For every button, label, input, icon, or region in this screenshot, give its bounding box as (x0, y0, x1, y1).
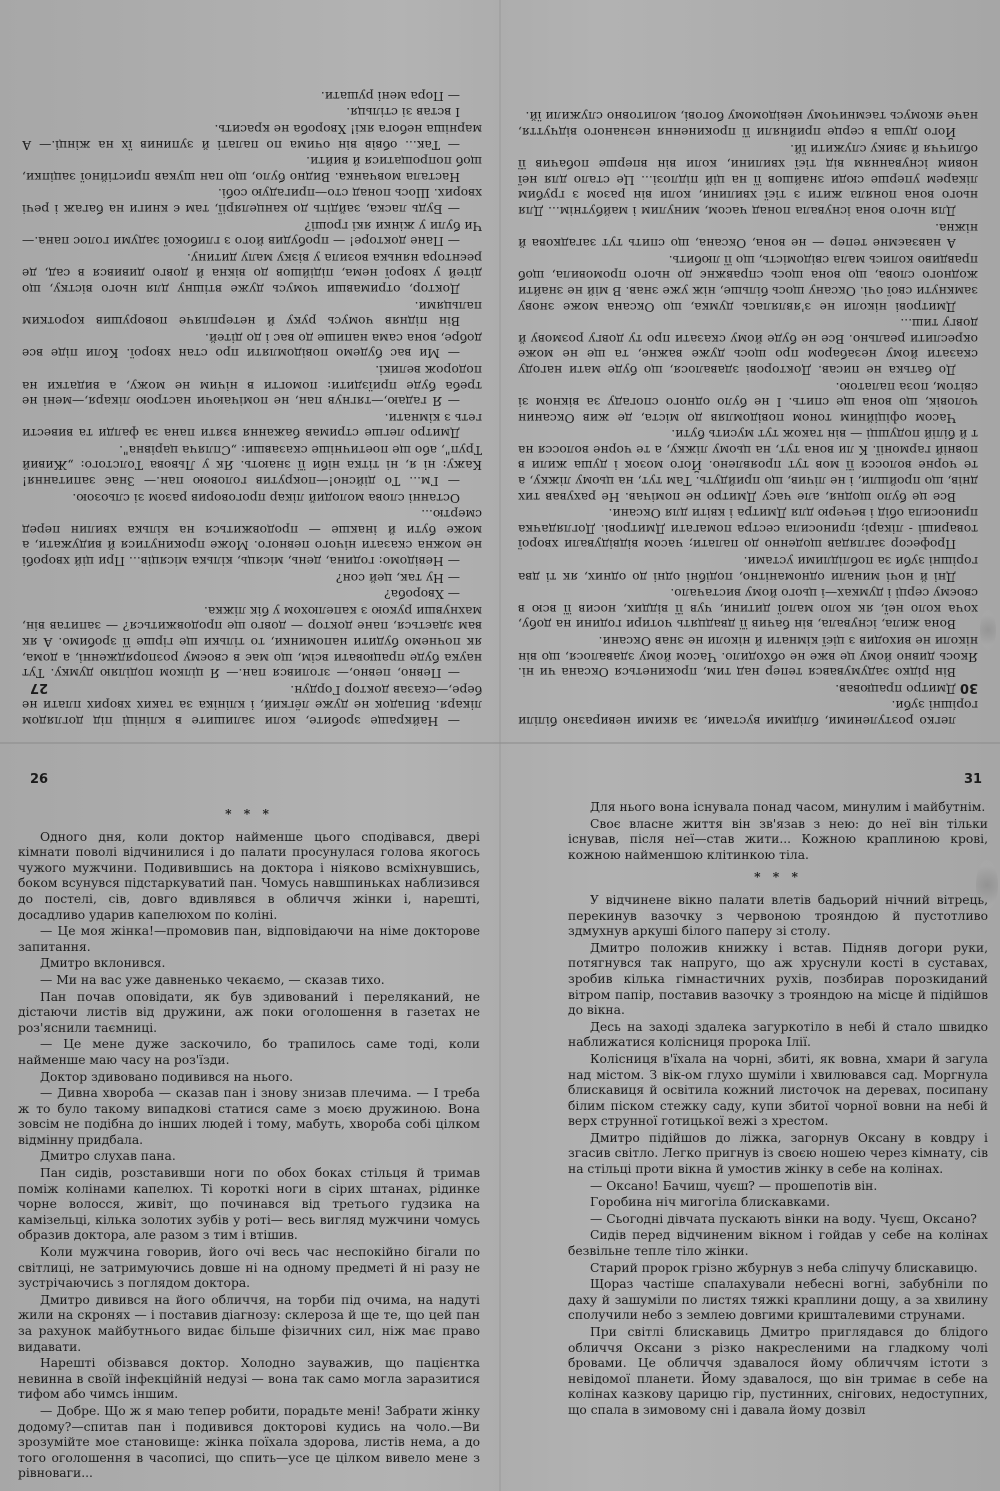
paragraph: Пан почав оповідати, як був здивований і переляканий, не дістаючи листів від дружини, аж поки оголошення в газетах не роз'яснили таємниці. (18, 989, 480, 1035)
paragraph: Горобина ніч мигогіла блискавками. (590, 1195, 830, 1210)
paragraph: Старий пророк грізно жбурнув з неба сліпучу блискавицю. (590, 1260, 978, 1275)
paragraph: Доктор, отримавши чомусь дуже втішну для нього вістку, що дітей у хворої нема, підійшов до вікна й довго дивився в сад, де реєнтора нянька возила у візку малу дитину. (22, 250, 482, 296)
paragraph: — Ми на вас уже давненько чекаємо, — сказав тихо. (40, 972, 385, 987)
paragraph: — Пане докторе! — пробудив його з глибокої задуми голос пана.— Чи були у жінки які гроші? (22, 218, 482, 249)
page-30-text (518, 8, 978, 728)
paragraph: Він підняв чомусь руку й нетерпляче поворушив коротким пальцями. (22, 298, 482, 329)
paragraph: Дмитро підійшов до ліжка, загорнув Оксану в ковдру і згасив світло. Легко пригнув із своєю ношею через кімнату, сів на стільці проти вікна й умостив жінку в себе на колінах. (568, 1130, 988, 1177)
paragraph: — Дивна хвороба — сказав пан і знову знизав плечима. — І треба ж то було такому випадкові статися саме з моєю дружиною. Вона зовсім не подібна до інших людей і тому, мабуть, хвороба собі цілком відмінну придбала. (18, 1086, 480, 1147)
paragraph: Пан сидів, розставивши ноги по обох боках стільця й тримав поміж колінами капелюх. Ті короткі ноги в сірих штанах, рідинке чорне волосся, живіт, що починався від третього гудзика на камізельці, кілька золотих зубів у роті— весь вигляд мужчини чомусь образив доктора, але разом з тим і втішив. (18, 1166, 480, 1243)
paragraph: Дмитро вклонився. (40, 956, 166, 971)
paragraph: — Це мене дуже заскочило, бо трапилось саме тоді, коли найменше маю часу на роз'їзди. (18, 1037, 480, 1067)
paragraph: І встав зі стільця. (346, 105, 460, 120)
paragraph: Дмитрові ніколи не з'являлась думка, що Оксана може знову замкнути свої очі. Оксану щось більше, ніж уже знав. В мій не знайти жодного слова, що вона щось справжнє до нього промовила, щоб правдиво колись мала свідомість, що її любить. (518, 252, 978, 314)
page-number-31: 31 (964, 772, 983, 787)
page-number-30: 30 (960, 680, 979, 695)
paragraph: Настала мовчанка. Видно було, що пан шукав пристійної заціпки, щоб попрощатися й вийти. (22, 154, 482, 184)
paragraph: У відчинене вікно палати влетів бадьорий нічний вітрець, перекинув вазочку з червоною трояндою й пустотливо здмухнув аркуші білого паперу зі столу. (568, 892, 988, 939)
paragraph: — Будь ласка, зайдіть до канцелярії, там є книги на багаж і речі хворих. Шось понад сто—пригадую собі. (22, 186, 482, 216)
paragraph: Його душа в серце прийняли її прокинення незнаного відчуття, наче якомусь таємничому невідомому богові, молитовно служили їй. (518, 109, 978, 140)
paragraph: — Добре. Що ж я маю тепер робити, порадьте мені! Забрати жінку додому?—спитав пан і подивився докторові кудись на чоло.—Ви зрозумійте мое становище: жінка поїхала здорова, листів нема, а до того оголошення в часописі, що спить—усе це цілком вивело мене з рівноваги... (18, 1403, 480, 1480)
paragraph: Для нього вона існувала понад часом, минулим і майбутнім. (590, 800, 986, 814)
paragraph: Дмитро дивився на його обличчя, на торби під очима, на надуті жили на скронях — і поставив діагнозу: склероза й ще те, що цей пан за рахунок майбутнього видає більше фізичних сил, ніж має право видавати. (18, 1292, 480, 1354)
page-27-text (22, 8, 482, 728)
paragraph: Вона жила, існувала, він бачив її двадцять чотири години на добу, хоча коло неї, як коло малої дитини, чув її віддих, носив її всю в своєму серці і думках—і цього йому вистачало. (518, 586, 978, 632)
paragraph: — Пора мені рушати. (320, 88, 460, 103)
paragraph: — Гм... То дійсно!—покрутив головою пан.— Знає запитання! Кажу: ні я, ні тітка ніби її знають. Як у Львова Толстого: „Живий Труп", або ще поетичніше сказавши: „Спляча царівна". (22, 442, 482, 489)
paragraph: При світлі блискавиць Дмитро приглядався до блідого обличчя Оксани з різко накресленими на гладкому чолі бровами. Це обличчя здавалося йому обличчям істоти з невідомої планети. Йому здавалося, що він тримає в себе на колінах казкову царицю гір, пустинних, снігових, недоступних, що спала в зимовому сні і давала йому дозвіл (568, 1325, 988, 1417)
horizontal-fold (0, 742, 1000, 744)
paragraph: Все це було щодня, але часу Дмитро не помічав. Не рахував тих днів, що пройшли, і не лічив, що прийдуть. Там тут, на цьому ліжку, а те чорне волосся її мов тут проявлено. Його мозок і душа жили в повній гармонії. К ли вона тут, на цьому ліжку, а те чорне волосся на т й білій подушці — він також тут мусить бути. (518, 427, 978, 504)
page-26-text (18, 800, 480, 1480)
paragraph: Доктор здивовано подивився на нього. (40, 1069, 294, 1084)
paragraph: Для нього вона існувала понад часом, минулим і майбутнім... Для нього вона поняла жити з тієї хвилини, коли він разом з грубим лікарем уперше сюди знайшов її на цій підлозі... Це стало для неї новим існуванням від тієї хвилини, коли він вперше побачив її обличчя й звику служити їй. (518, 141, 978, 218)
paragraph: Десь на заході здалека загуркотіло в небі й стало швидко наближатися колісниця пророка Ілії. (568, 1019, 988, 1050)
paper-stain (980, 610, 996, 650)
paragraph: Він рідко задумувався тепер над тим, прокинеться Оксана чи ні. Якось дивно йому це вже не обходило. Часом йому здавалося, що він ніколи не виходив з цієї кімнати й ніколи не знав Оксани. (518, 634, 978, 680)
paragraph: Професор заглядав щоденно до палати; часом відвідували хворої товариші - лікарі; приносила сестра помагати Дмитрові. Доглядачка приносила обід і вечерю для Дмитра і квіти для Оксани. (518, 506, 978, 552)
paragraph: Щораз частіше спалахували небесні вогні, забубніли по даху й зашуміли по листях тяжкі краплини дощу, а за хвилину сполучили небо з землею довгими кришталевими струнами. (568, 1277, 988, 1323)
paragraph: До батька не писав. Докторові здавалося, що буде мати нагоду сказати йому незабаром про щось дуже важне, та ще не може окреслити реально. Все не буде йому сказати про ту довгу розмову й довгу тиш... (518, 316, 978, 377)
paragraph: Дмитро слухав пана. (40, 1149, 176, 1164)
paragraph: Своє власне життя він зв'язав з нею: до неї він тільки існував, після неї—став жити... Кожною краплиною крові, кожною найменшою клітинкою тіла. (568, 816, 988, 862)
paragraph: Дмитро положив книжку і встав. Підняв догори руки, потягнувся так напруго, що аж хруснули кості в суставах, зробив кілька гімнастичних рухів, позбирав порозкиданий вітром папір, поставив вазочку з трояндою на місце й підійшов до вікна. (568, 940, 988, 1018)
paragraph: Останні слова молодий лікар проговорив разом зі сльозою. (72, 490, 460, 505)
section-separator: * * * (225, 806, 273, 821)
paragraph: Дмитро легше стримав бажання взяти пана за фалди та вивести геть з кімнати. (22, 410, 482, 441)
paragraph: Одного дня, коли доктор найменше цього сподівався, двері кімнати поволі відчинилися і до палати просунулася голова якогось чужого мужчини. Подивившись на доктора і ніяково всміхнувшись, боком всунувся підстаркуватий пан. Чомусь навшпиньках наблизився до постелі, сів, довго вдивлявся в обличчя жінки і, нарешті, досадливо ударив капелюхом по коліні. (18, 829, 480, 922)
paragraph: Колісниця в'їхала на чорні, збиті, як вовна, хмари й загула над містом. З вік-ом глухо шуміли і хвилювався сад. Моргнула блискавиця й освітила кожний листочок на деревах, посипану білим піском стежку саду, купи збитої чорної вовни на небі й верх струнної готицької вежі з хрестом. (568, 1051, 988, 1129)
section-separator: * * * (754, 869, 802, 885)
paragraph: — Хвороба? (384, 587, 460, 602)
page-number-27: 27 (30, 680, 49, 695)
paragraph: Дні й ночі минали одноманітно, подібні одні до одних, як ті два горішні зуби за поблідлими устами. (518, 554, 978, 584)
paragraph: — Ну так, цей сон? (335, 570, 460, 585)
paragraph: — Так... обвів він очима по палаті й зупинив їх на жінці.— А марніша небога які! Хвороба не красить. (22, 122, 482, 152)
paragraph: Коли мужчина говорив, його очі весь час неспокійно бігали по світлиці, не затримуючись довше ні на одному предметі й ні разу не зустрічаючись з поглядом доктора. (18, 1245, 480, 1291)
paragraph: — Це моя жінка!—промовив пан, відповідаючи на німе докторове запитання. (18, 924, 480, 954)
paragraph: — Я гадаю,—тягнув пан, не помічаючи настрою лікаря,—мені не треба буде приїздити: помогти в нічим не можу, а видатки на подорож великі. (22, 362, 482, 409)
paragraph: легко розтуленими, блідими вустами, за якими невиразно біліли горішні зуби. (518, 698, 978, 728)
paragraph: Сидів перед відчиненим вікном і гойдав у себе на колінах безвільне тепле тіло жінки. (568, 1228, 988, 1259)
paragraph: — Ми вас будемо повідомляти про стан хворої. Коли піде все добре, вона сама напише до вас і до дітей. (22, 330, 482, 361)
paragraph: — Невідомо: година, день, місяць, кілька місяців... При цій хворобі не можна сказати нічого певного. Може прокинутися й видужати, а може бути й інакше — продовжиться на кілька хвилин перед смертю... (22, 507, 482, 569)
paragraph: — Певно, певно,— зголився пан.— Я цілком поділяю думку. Тут наука буде працювати всім, що має в своєму розпорядженні, а дома, як почнемо будити напоминки, то тільки ще гірше її зробимо. А як вам здається, пане доктор — довго ще продовжиться? — запитав він, махнувши рукою з капелюхом у бік ліжка. (22, 603, 482, 681)
paragraph: Часом офіційним тоном повідомляв до міста, де жив Оксанин чоловік, що вона ще спить. І не було одного спогаду за вікном зі світом, поза палатою. (518, 379, 978, 425)
paragraph: — Найкраще зробите, коли залишите в клініці під доглядом лікаря. Випадок не дуже лёгкий, і клініка за таких хворих плати не бере,—сказав доктор Гордун. (22, 682, 482, 728)
spine-fold (499, 0, 501, 1491)
paragraph: А навзаємне тепер — не вона, Оксана, що спить тут загадкова й ніжна. (518, 220, 978, 251)
paragraph: — Сьогодні дівчата пускають вінки на воду. Чуєш, Оксано? (590, 1211, 977, 1226)
paragraph: — Оксано! Бачиш, чуєш? — прошепотів він. (590, 1178, 878, 1193)
paragraph: Нарешті обізвався доктор. Холодно зауважив, що пацієнтка невинна в своїй інфекційній недузі — вона так само могла заразитися тифом або чимсь іншим. (18, 1356, 480, 1402)
page-number-26: 26 (30, 772, 49, 787)
paragraph: Дмитро працював. (835, 681, 956, 696)
page-31-text (568, 800, 988, 1480)
